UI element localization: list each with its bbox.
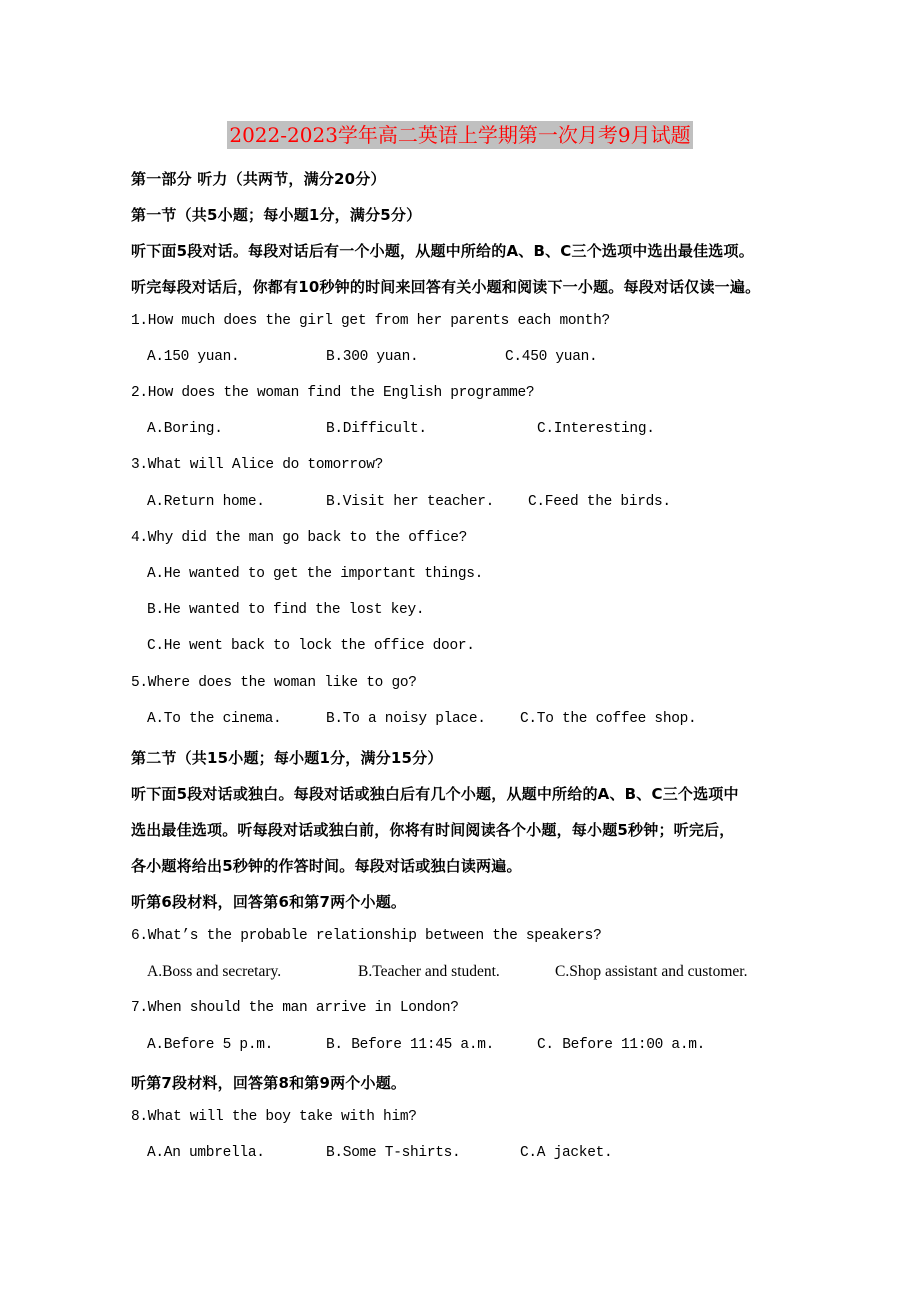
section2-instruction-1: 听下面5段对话或独白。每段对话或独白后有几个小题，从题中所给的A、B、C三个选项中 xyxy=(131,785,739,803)
q8-option-a: A.An umbrella. xyxy=(147,1145,265,1161)
q1-option-a: A.150 yuan. xyxy=(147,349,240,365)
q5-option-b: B.To a noisy place. xyxy=(326,711,486,727)
question-5: 5.Where does the woman like to go? xyxy=(131,675,417,691)
section2-instruction-2: 选出最佳选项。听每段对话或独白前，你将有时间阅读各个小题，每小题5秒钟；听完后， xyxy=(131,821,735,839)
q8-option-c: C.A jacket. xyxy=(520,1145,613,1161)
q3-option-c: C.Feed the birds. xyxy=(528,494,671,510)
question-1: 1.How much does the girl get from her parents each month? xyxy=(131,313,610,329)
q5-option-c: C.To the coffee shop. xyxy=(520,711,697,727)
q7-option-a: A.Before 5 p.m. xyxy=(147,1037,274,1053)
question-2: 2.How does the woman find the English programme? xyxy=(131,385,535,401)
q4-option-a: A.He wanted to get the important things. xyxy=(147,566,484,582)
section1-instruction-2: 听完每段对话后，你都有10秒钟的时间来回答有关小题和阅读下一小题。每段对话仅读一遍。 xyxy=(131,278,761,296)
q5-option-a: A.To the cinema. xyxy=(147,711,282,727)
material-7-heading: 听第7段材料，回答第8和第9两个小题。 xyxy=(131,1074,407,1092)
section1-heading: 第一节（共5小题；每小题1分，满分5分） xyxy=(131,206,422,224)
q1-option-c: C.450 yuan. xyxy=(505,349,598,365)
title-container xyxy=(0,121,920,149)
q6-option-b: B.Teacher and student. xyxy=(358,963,500,980)
question-7: 7.When should the man arrive in London? xyxy=(131,1000,459,1016)
document-title: 2022-2023学年高二英语上学期第一次月考9月试题 xyxy=(229,123,691,147)
q3-option-a: A.Return home. xyxy=(147,494,265,510)
q8-option-b: B.Some T-shirts. xyxy=(326,1145,461,1161)
q6-option-c: C.Shop assistant and customer. xyxy=(555,963,748,980)
q2-option-a: A.Boring. xyxy=(147,421,223,437)
material-6-heading: 听第6段材料，回答第6和第7两个小题。 xyxy=(131,893,407,911)
question-8: 8.What will the boy take with him? xyxy=(131,1109,417,1125)
question-3: 3.What will Alice do tomorrow? xyxy=(131,457,384,473)
q1-option-b: B.300 yuan. xyxy=(326,349,419,365)
q4-option-b: B.He wanted to find the lost key. xyxy=(147,602,425,618)
part1-heading: 第一部分 听力（共两节，满分20分） xyxy=(131,170,386,188)
question-4: 4.Why did the man go back to the office? xyxy=(131,530,468,546)
q2-option-b: B.Difficult. xyxy=(326,421,427,437)
q6-option-a: A.Boss and secretary. xyxy=(147,963,282,980)
q7-option-b: B. Before 11:45 a.m. xyxy=(326,1037,495,1053)
section2-heading: 第二节（共15小题；每小题1分，满分15分） xyxy=(131,749,443,767)
q4-option-c: C.He went back to lock the office door. xyxy=(147,638,475,654)
question-6: 6.What’s the probable relationship between the speakers? xyxy=(131,928,602,944)
q2-option-c: C.Interesting. xyxy=(537,421,655,437)
section1-instruction-1: 听下面5段对话。每段对话后有一个小题，从题中所给的A、B、C三个选项中选出最佳选项。 xyxy=(131,242,754,260)
section2-instruction-3: 各小题将给出5秒钟的作答时间。每段对话或独白读两遍。 xyxy=(131,857,522,875)
q7-option-c: C. Before 11:00 a.m. xyxy=(537,1037,706,1053)
q3-option-b: B.Visit her teacher. xyxy=(326,494,495,510)
